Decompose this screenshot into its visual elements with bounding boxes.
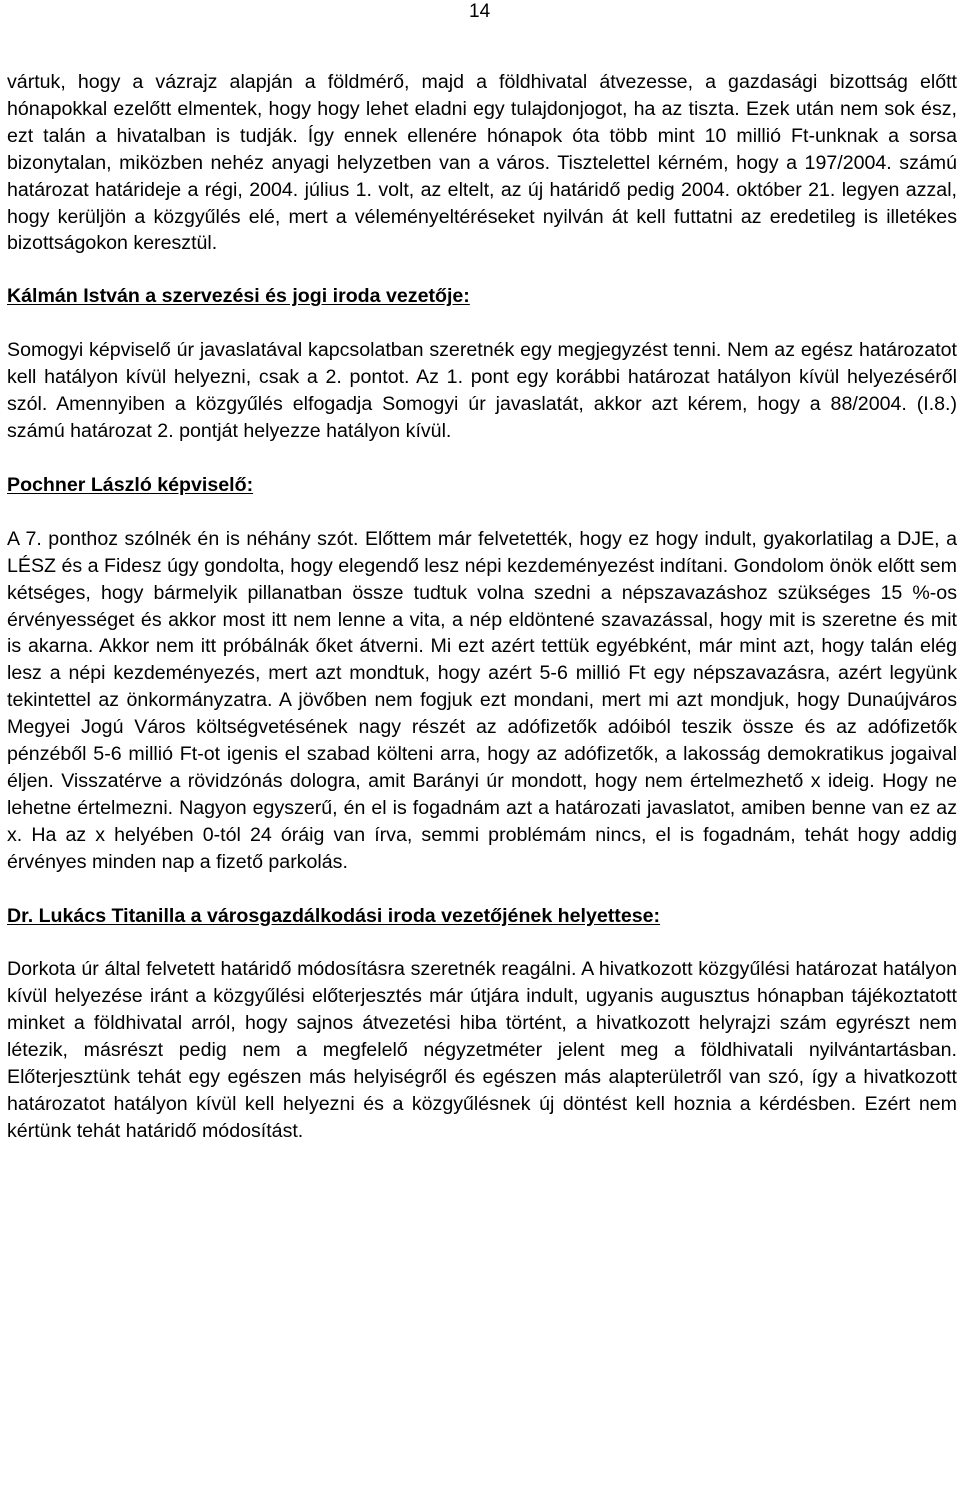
paragraph-gap <box>7 499 957 526</box>
speaker-heading-pochner: Pochner László képviselő: <box>7 473 254 496</box>
paragraph-lukacs-statement: Dorkota úr által felvetett határidő módosításra szeretnék reagálni. A hivatkozott közgyűlési határozat hatályon kívül helyezése iránt a közgyűlési előterjesztés már útjára indult, ugyanis augusztus hónapban tájékoztatott minket a földhivatal arról, hogy sajnos átvezetési hiba történt, a hivatkozott helyrajzi szám egyrészt nem létezik, másrészt pedig nem a megfelelő négyzetméter jelent meg a földhivatali nyilvántartásban. Előterjesztünk tehát egy egészen más helyiségről és egészen más alapterületről van szó, így a hivatkozott határozatot hatályon kívül kell helyezni és a közgyűlésnek új döntést kell hoznia a kérdésben. Ezért nem kértünk tehát határidő módosítást. <box>7 958 957 1142</box>
paragraph-somogyi-continuation: vártuk, hogy a vázrajz alapján a földmérő, majd a földhivatal átvezesse, a gazdasági bizottság előtt hónapokkal ezelőtt elmentek, hogy hogy lehet eladni egy tulajdonjogot, ha az tiszta. Ezek után nem sok ész, ezt talán a hivatalban is tudják. Így ennek ellenére hónapok óta több mint 10 millió Ft-unknak a sorsa bizonytalan, miközben nehéz anyagi helyzetben van a város. Tisztelettel kérném, hogy a 197/2004. számú határozat határideje a régi, 2004. július 1. volt, az eltelt, az új határidő pedig 2004. október 21. legyen azzal, hogy kerüljön a közgyűlés elé, mert a véleményeltéréseket nyilván át kell futtatni az eredetileg is illetékes bizottságokon keresztül. <box>7 71 957 255</box>
paragraph-gap <box>7 310 957 337</box>
paragraph-gap <box>7 876 957 903</box>
paragraph-pochner-statement: A 7. ponthoz szólnék én is néhány szót. Előttem már felvetették, hogy ez hogy indult, gyakorlatilag a DJE, a LÉSZ és a Fidesz úgy gondolta, hogy elegendő lesz népi kezdeményezést indítani. Gondolom önök előtt sem kétséges, hogy bármelyik pillanatban össze tudtuk volna szedni a népszavazáshoz szükséges 15 %-os érvényességet és akkor most itt nem lenne a vita, a nép eldöntené szavazással, hogy mit is szeretne és mit is akarna. Akkor nem itt próbálnák őket átverni. Mi ezt azért tettük egyébként, már mint azt, hogy talán elég lesz a népi kezdeményezés, mert azt mondtuk, hogy azért 5-6 millió Ft egy népszavazásra, azért legyünk tekintettel az önkormányzatra. A jövőben nem fogjuk ezt mondani, mert mi azt mondjuk, hogy Dunaújváros Megyei Jogú Város költségvetésének nagy részét az adófizetők adóiból teszik össze és az adófizetők pénzéből 5-6 millió Ft-ot igenis el szabad költeni arra, hogy az adófizetők, a lakosság demokratikus jogaival éljen. Visszatérve a rövidzónás dologra, amit Barányi úr mondott, hogy nem értelmezhető x ideig. Hogy ne lehetne értelmezni. Nagyon egyszerű, én el is fogadnám azt a határozati javaslatot, amiben benne van ez az x. Ha az x helyében 0-tól 24 óráig van írva, semmi problémám nincs, el is fogadnám, tehát hogy addig érvényes minden nap a fizető parkolás. <box>7 527 957 873</box>
paragraph-gap <box>7 257 957 283</box>
paragraph-kalman-statement: Somogyi képviselő úr javaslatával kapcsolatban szeretnék egy megjegyzést tenni. Nem az egész határozatot kell hatályon kívül helyezni, csak a 2. pontot. Az 1. pont egy korábbi határozat hatályon kívül helyezéséről szól. Amennyiben a közgyűlés elfogadja Somogyi úr javaslatát, akkor azt kérem, hogy a 88/2004. (I.8.) számú határozat 2. pontját helyezze hatályon kívül. <box>7 339 957 442</box>
page-number: 14 <box>469 1 491 22</box>
paragraph-gap <box>7 929 957 956</box>
speaker-heading-kalman: Kálmán István a szervezési és jogi iroda vezetője: <box>7 285 470 308</box>
speaker-heading-lukacs: Dr. Lukács Titanilla a városgazdálkodási iroda vezetőjének helyettese: <box>7 904 661 927</box>
paragraph-gap <box>7 445 957 472</box>
document-body <box>7 69 957 1145</box>
